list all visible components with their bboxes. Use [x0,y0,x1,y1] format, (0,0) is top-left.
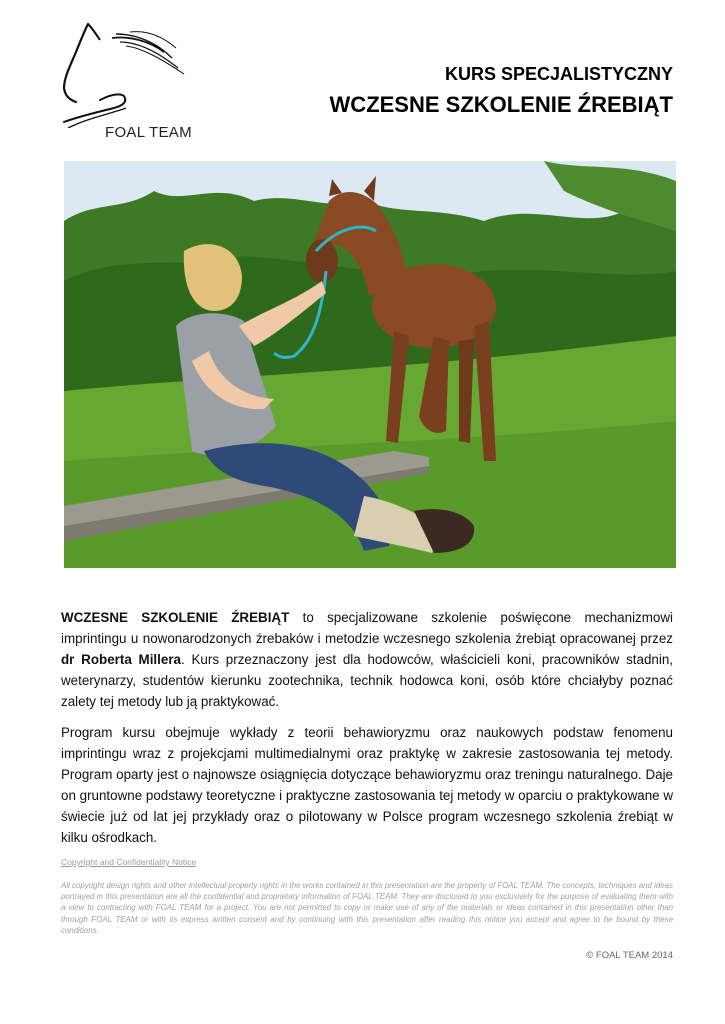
course-name-bold: WCZESNE SZKOLENIE ŹREBIĄT [61,610,290,625]
copyright-footer: © FOAL TEAM 2014 [586,950,673,961]
author-name-bold: dr Roberta Millera [61,652,181,667]
confidentiality-notice: All copyright design rights and other intellectual property rights in the works contained in this presentation are the property of FOAL TEAM. The concepts, techniques and ideas portrayed in this presentation are all the confidential and proprietary information of FOAL TEAM. They are disclosed to you exclusively for the purpose of evaluating them with a view to contracting with FOAL TEAM for a project. You are not permitted to copy or make use of any of the materials or ideas contained in this presentation other than through FOAL TEAM or with its express written consent and by continuing with this presentation after reading this notice you accept and agree to be bound by these conditions. [61,881,673,935]
course-name-title: WCZESNE SZKOLENIE ŹREBIĄT [329,92,673,117]
program-paragraph: Program kursu obejmuje wykłady z teorii behawioryzmu oraz naukowych podstaw fenomenu imprintingu wraz z projekcjami multimedialnymi oraz praktykę w zakresie zastosowania tej metody. Program oparty jest o najnowsze osiągnięcia dotyczące behawioryzmu oraz treningu naturalnego. Daje on gruntowne podstawy teoretyczne i praktyczne zastosowania tej metody w oparciu o praktykowane w świecie już od lat jej przykłady oraz o pilotowany w Polsce program wczesnego szkolenia źrebiąt w kilku ośrodkach. [61,725,673,845]
intro-paragraph [61,607,673,712]
logo-text: FOAL TEAM [105,124,192,141]
intro-text-b: . Kurs przeznaczony jest dla hodowców, właścicieli koni, pracowników stadnin, weterynarzy, studentów kierunku zootechnika, technik hodowca koni, osób które chciałyby poznać zalety tej metody lub ją praktykować. [61,652,673,709]
intro-text-a: to specjalizowane szkolenie poświęcone mechanizmowi imprintingu u nowonarodzonych źrebaków i metodzie wczesnego szkolenia źrebiąt opracowanej przez [61,610,673,646]
course-type-title: KURS SPECJALISTYCZNY [444,64,673,84]
notice-title: Copyright and Confidentiality Notice [61,857,197,867]
woman-with-foal-photo [64,161,676,568]
horse-head-logo-icon [58,18,193,128]
